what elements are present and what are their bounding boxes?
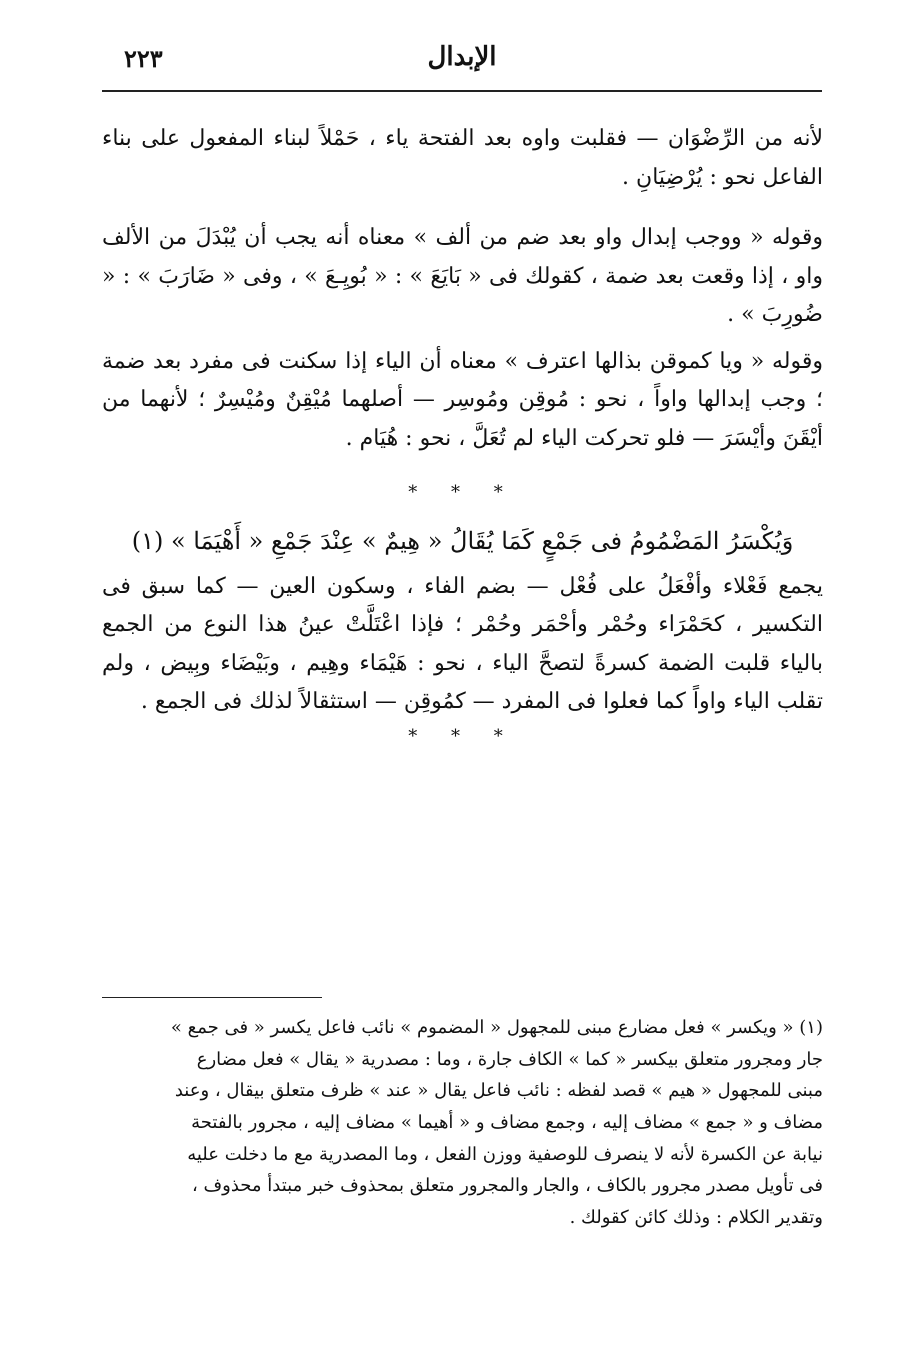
paragraph-3: وقوله « ويا كموقن بذالها اعترف » معناه أن الياء إذا سكنت فى مفرد بعد ضمة ؛ وجب إبدالها واواً ، نحو : مُوقِن ومُوسِر — أصلهما مُيْقِنٌ ومُيْسِرٌ ؛ لأنهما من أيْقَنَ وأيْسَرَ — فلو تحركت الياء لم تُعَلَّ ، نحو : هُيَام . <box>102 348 823 451</box>
running-title: الإبدال <box>427 42 497 72</box>
footnote-line-1: (١) « ويكسر » فعل مضارع مبنى للمجهول « المضموم » نائب فاعل يكسر « فى جمع » <box>170 1017 823 1038</box>
footnote-line-2: جار ومجرور متعلق بيكسر « كما » الكاف جارة ، وما : مصدرية « يقال » فعل مضارع <box>196 1048 823 1070</box>
footnote <box>100 1012 823 1234</box>
paragraph-1: لأنه من الرِّضْوَان — فقلبت واوه بعد الفتحة ياء ، حَمْلاً لبناء المفعول على بناء الفاعل نحو : يُرْضِيَانِ . <box>102 126 823 190</box>
footnote-divider <box>102 997 322 998</box>
footnote-line-4: مضاف و « جمع » مضاف إليه ، وجمع مضاف و « أهيما » مضاف إليه ، مجرور بالفتحة <box>191 1112 823 1134</box>
verse-explanation: يجمع فَعْلاء وأفْعَلُ على فُعْل — بضم الفاء ، وسكون العين — كما سبق فى التكسير ، كحَمْرَاء وحُمْر وأحْمَر وحُمْر ؛ فإذا اعْتَلَّتْ عينُ هذا النوع من الجمع بالياء قلبت الضمة كسرةً لتصحَّ الياء ، نحو : هَيْمَاء وهِيم ، وبَيْضَاء وبِيض ، ولم تقلب الياء واواً كما فعلوا فى المفرد — كمُوقِن — استثقالاً لذلك فى الجمع . <box>102 573 823 715</box>
verse-line: وَيُكْسَرُ المَضْمُومُ فى جَمْعٍ كَمَا يُقَالُ « هِيمٌ » عِنْدَ جَمْعِ « أَهْيَمَا » (١) <box>131 527 794 555</box>
page-number: ٢٢٣ <box>124 44 163 73</box>
footnote-line-5: نيابة عن الكسرة لأنه لا ينصرف للوصفية ووزن الفعل ، وما المصدرية مع ما دخلت عليه <box>187 1143 823 1165</box>
header-rule <box>102 90 822 92</box>
paragraph-2: وقوله « ووجب إبدال واو بعد ضم من ألف » معناه أنه يجب أن يُبْدَلَ من الألف واو ، إذا وقعت بعد ضمة ، كقولك فى « بَايَعَ » : « بُويِـعَ » ، وفى « ضَارَبَ » : « ضُورِبَ » . <box>102 225 823 327</box>
page-header <box>102 34 822 92</box>
section-ornament: * * * <box>408 482 517 503</box>
main-text <box>102 120 823 755</box>
footnote-line-7: وتقدير الكلام : وذلك كائن كقولك . <box>569 1207 823 1229</box>
footnote-line-6: فى تأويل مصدر مجرور بالكاف ، والجار والمجرور متعلق بمحذوف خبر مبتدأ محذوف ، <box>191 1175 823 1197</box>
footnote-line-3: مبنى للمجهول « هيم » قصد لفظه : نائب فاعل يقال « عند » ظرف متعلق بيقال ، وعند <box>174 1080 823 1102</box>
section-ornament-bottom: * * * <box>408 725 517 747</box>
